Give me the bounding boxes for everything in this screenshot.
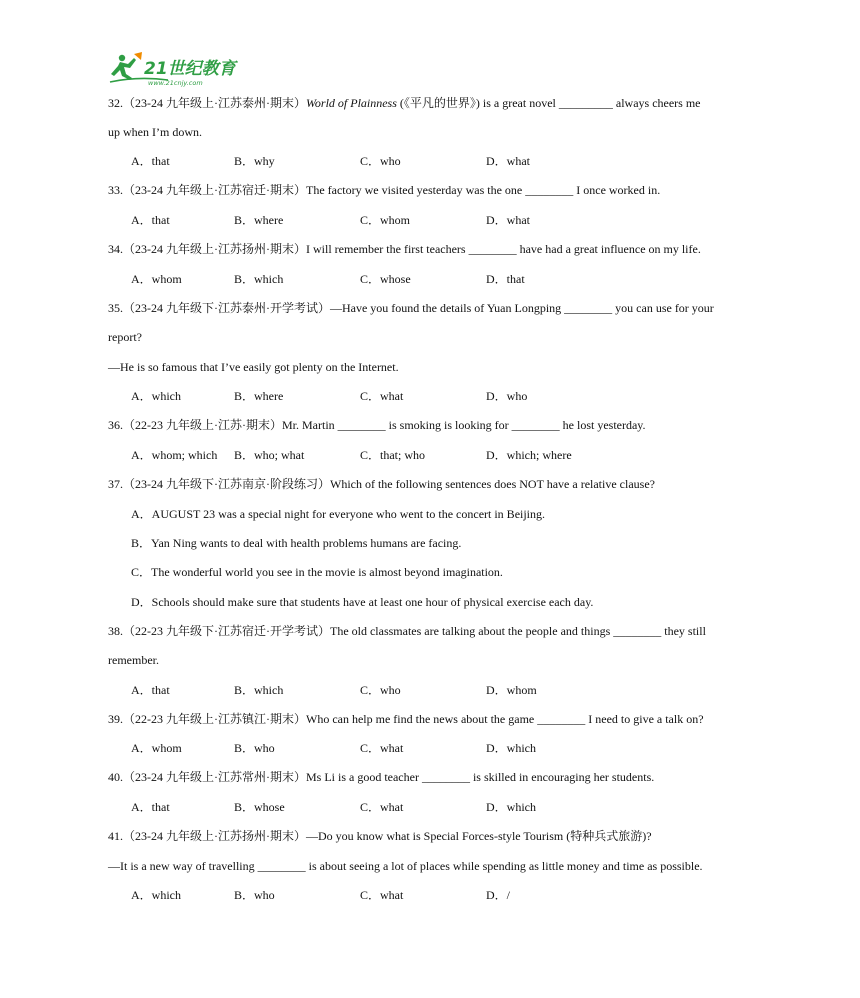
q41-option-d: D．/ xyxy=(486,888,511,902)
question-36-text: 36.（22-23 九年级上·江苏·期末）Mr. Martin ________ is smoking is looking for ________ he lost yesterday. xyxy=(108,418,646,432)
question-37-text: 37.（23-24 九年级下·江苏南京·阶段练习）Which of the following sentences does NOT have a relative clause? xyxy=(108,477,655,491)
q40-option-d: D．which xyxy=(486,800,536,814)
question-39-text: 39.（22-23 九年级上·江苏镇江·期末）Who can help me find the news about the game ________ I need to give a talk on? xyxy=(108,712,704,726)
q38-option-a: A．that xyxy=(131,683,170,697)
q33-option-d: D．what xyxy=(486,213,530,227)
q39-option-d: D．which xyxy=(486,741,536,755)
q32-option-a: A．that xyxy=(131,154,170,168)
question-33-text: 33.（23-24 九年级上·江苏宿迁·期末）The factory we visited yesterday was the one ________ I once worked in. xyxy=(108,183,661,197)
q37-option-b: B．Yan Ning wants to deal with health problems humans are facing. xyxy=(131,536,462,550)
q32-option-d: D．what xyxy=(486,154,530,168)
question-35-dialogue: —He is so famous that I’ve easily got plenty on the Internet. xyxy=(108,360,399,374)
runner-logo-icon xyxy=(108,52,248,88)
q39-option-c: C．what xyxy=(360,741,404,755)
q37-option-c: C．The wonderful world you see in the movie is almost beyond imagination. xyxy=(131,565,503,579)
q36-option-d: D．which; where xyxy=(486,448,572,462)
q35-option-d: D．who xyxy=(486,389,528,403)
q35-option-a: A．which xyxy=(131,389,181,403)
question-35-text-cont: report? xyxy=(108,330,142,344)
question-38-text-cont: remember. xyxy=(108,653,159,667)
question-35-text: 35.（23-24 九年级下·江苏泰州·开学考试）—Have you found the details of Yuan Longping ________ you can use for your xyxy=(108,301,714,315)
question-41-text: 41.（23-24 九年级上·江苏扬州·期末）—Do you know what is Special Forces-style Tourism (特种兵式旅游)? xyxy=(108,829,652,843)
question-32-text-cont: up when I’m down. xyxy=(108,125,202,139)
question-38-text: 38.（22-23 九年级下·江苏宿迁·开学考试）The old classmates are talking about the people and things ________ they still xyxy=(108,624,706,638)
q40-option-b: B．whose xyxy=(234,800,285,814)
q34-option-b: B．which xyxy=(234,272,284,286)
q33-option-c: C．whom xyxy=(360,213,411,227)
q39-option-a: A．whom xyxy=(131,741,182,755)
q40-option-a: A．that xyxy=(131,800,170,814)
question-32-text: 32.（23-24 九年级上·江苏泰州·期末）World of Plainness (《平凡的世界》) is a great novel _________ always cheers me xyxy=(108,96,701,110)
q33-option-b: B．where xyxy=(234,213,284,227)
q36-option-a: A．whom; which xyxy=(131,448,218,462)
q40-option-c: C．what xyxy=(360,800,404,814)
logo-21cnjy xyxy=(108,52,248,88)
q32-option-c: C．who xyxy=(360,154,401,168)
q36-option-c: C．that; who xyxy=(360,448,425,462)
q34-option-c: C．whose xyxy=(360,272,411,286)
q34-option-d: D．that xyxy=(486,272,525,286)
q35-option-b: B．where xyxy=(234,389,284,403)
q38-option-b: B．which xyxy=(234,683,284,697)
q33-option-a: A．that xyxy=(131,213,170,227)
q37-option-d: D．Schools should make sure that students have at least one hour of physical exercise each day. xyxy=(131,595,594,609)
logo-site-text: www.21cnjy.com xyxy=(148,79,203,87)
q39-option-b: B．who xyxy=(234,741,275,755)
question-34-text: 34.（23-24 九年级上·江苏扬州·期末）I will remember the first teachers ________ have had a great influence on my life. xyxy=(108,242,701,256)
q41-option-a: A．which xyxy=(131,888,181,902)
q32-option-b: B．why xyxy=(234,154,275,168)
q41-option-c: C．what xyxy=(360,888,404,902)
q34-option-a: A．whom xyxy=(131,272,182,286)
q35-option-c: C．what xyxy=(360,389,404,403)
q37-option-a: A．AUGUST 23 was a special night for everyone who went to the concert in Beijing. xyxy=(131,507,546,521)
logo-brand-text: 21世纪教育 xyxy=(144,59,236,79)
question-41-dialogue: —It is a new way of travelling ________ is about seeing a lot of places while spending as little money and time as possible. xyxy=(108,859,703,873)
q38-option-c: C．who xyxy=(360,683,401,697)
q36-option-b: B．who; what xyxy=(234,448,305,462)
q41-option-b: B．who xyxy=(234,888,275,902)
q38-option-d: D．whom xyxy=(486,683,537,697)
question-40-text: 40.（23-24 九年级上·江苏常州·期末）Ms Li is a good teacher ________ is skilled in encouraging her students. xyxy=(108,770,655,784)
